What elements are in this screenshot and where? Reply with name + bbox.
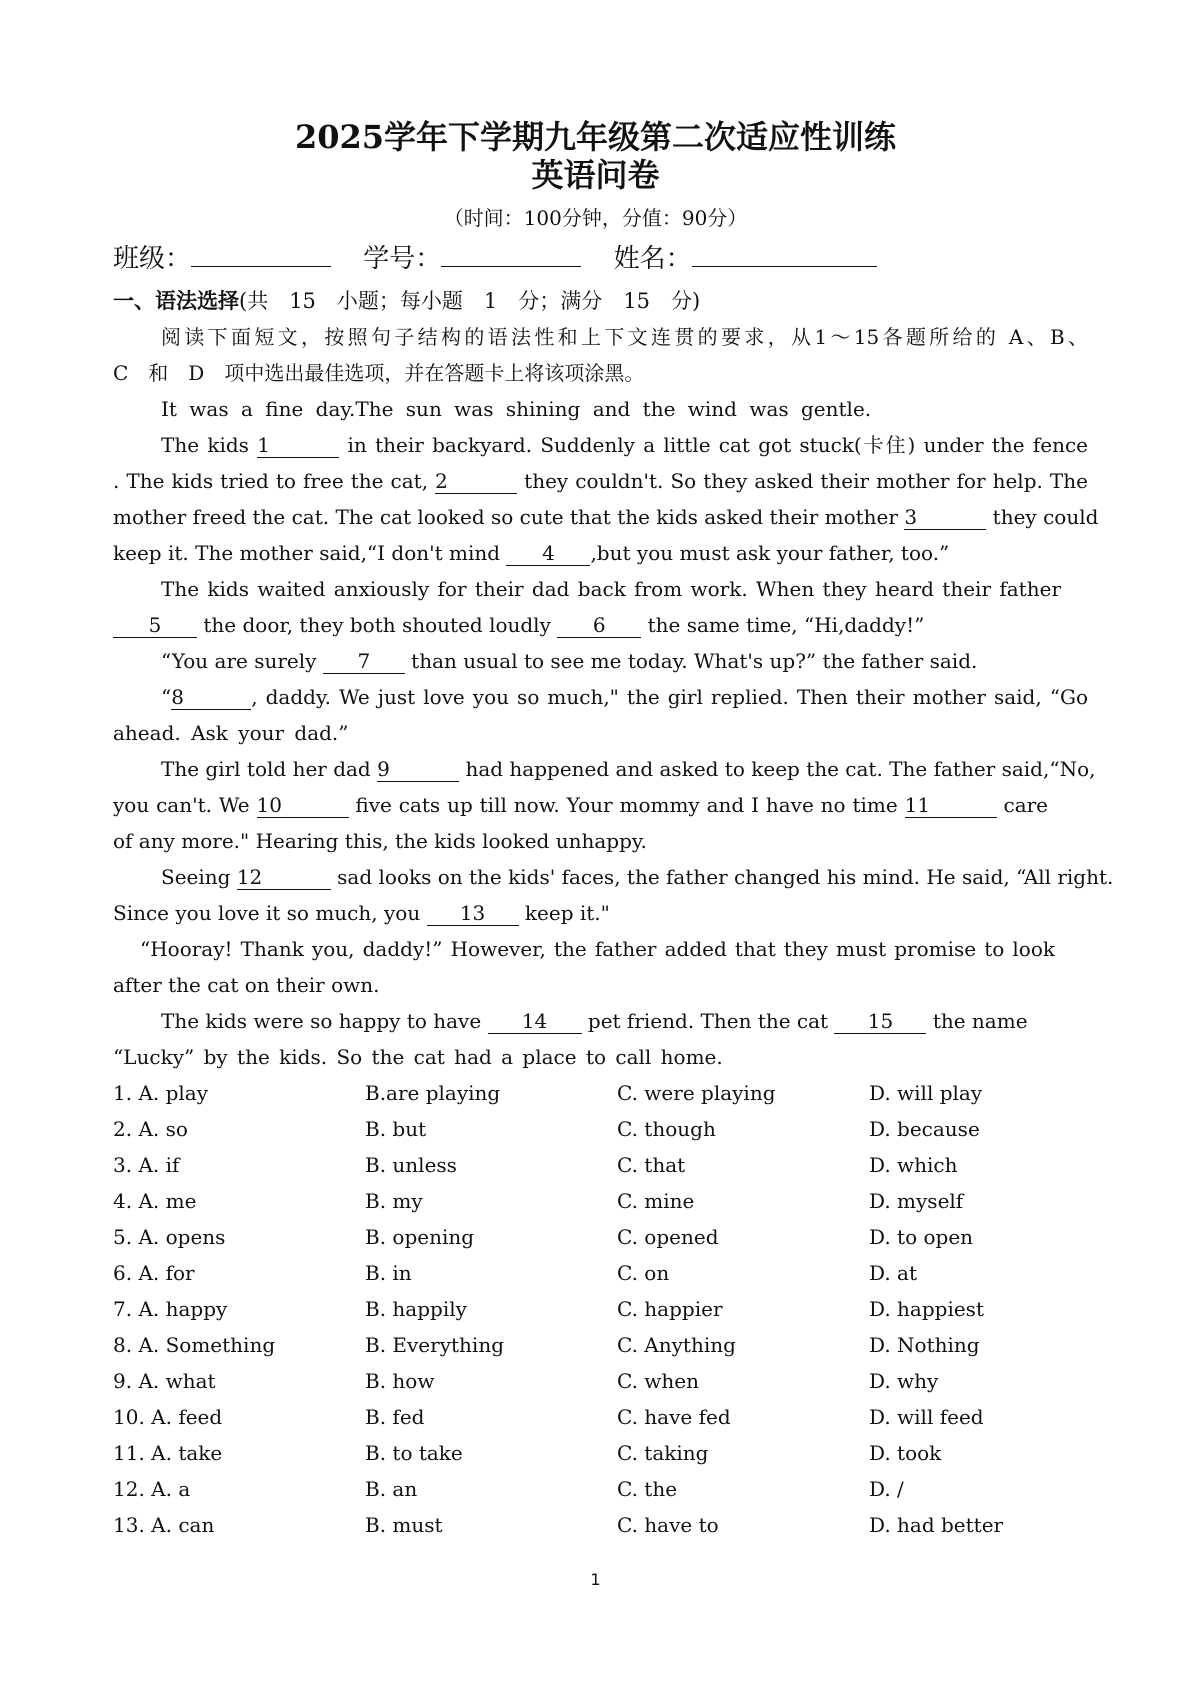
class-label: 班级： — [113, 244, 192, 274]
option-a[interactable]: 7. A. happy — [113, 1297, 228, 1321]
text-run: Seeing — [161, 865, 231, 889]
blank-9: 9 — [377, 757, 459, 782]
blank-2: 2 — [435, 469, 517, 494]
passage-line: of any more." Hearing this, the kids looked unhappy. — [113, 829, 647, 853]
blank-5: 5 — [113, 613, 197, 638]
option-a[interactable]: 2. A. so — [113, 1117, 188, 1141]
blank-15: 15 — [834, 1009, 926, 1034]
option-a[interactable]: 3. A. if — [113, 1153, 180, 1177]
option-a[interactable]: 12. A. a — [113, 1477, 191, 1501]
option-c[interactable]: C. the — [617, 1477, 678, 1501]
text-run: “ — [161, 685, 172, 709]
option-d[interactable]: D. myself — [869, 1189, 964, 1213]
option-b[interactable]: B. my — [365, 1189, 423, 1213]
passage-line: after the cat on their own. — [113, 973, 380, 997]
text-run: they couldn't. So they asked their mother for help. The — [524, 469, 1088, 493]
text-run: in their backyard. Suddenly a little cat got stuck(卡住) under the fence — [347, 433, 1089, 457]
option-b[interactable]: B. an — [365, 1477, 418, 1501]
passage-line — [113, 754, 1096, 784]
text-run: the name — [932, 1009, 1028, 1033]
passage-line — [113, 682, 1088, 712]
passage-line — [113, 790, 1048, 820]
option-c[interactable]: C. have fed — [617, 1405, 731, 1429]
option-c[interactable]: C. happier — [617, 1297, 723, 1321]
option-d[interactable]: D. which — [869, 1153, 958, 1177]
option-c[interactable]: C. mine — [617, 1189, 695, 1213]
option-c[interactable]: C. have to — [617, 1513, 719, 1537]
text-run: had happened and asked to keep the cat. The father said,“No, — [465, 757, 1096, 781]
text-run: keep it. The mother said,“I don't mind — [113, 541, 501, 565]
blank-3: 3 — [904, 505, 986, 530]
blank-10: 10 — [257, 793, 349, 818]
blank-7: 7 — [323, 649, 405, 674]
section-title: 一、语法选择 — [113, 288, 239, 313]
option-a[interactable]: 9. A. what — [113, 1369, 216, 1393]
option-d[interactable]: D. to open — [869, 1225, 974, 1249]
text-run: care — [1003, 793, 1049, 817]
page-number: 1 — [590, 1570, 601, 1589]
option-a[interactable]: 4. A. me — [113, 1189, 197, 1213]
class-blank[interactable] — [191, 242, 331, 267]
option-b[interactable]: B. unless — [365, 1153, 457, 1177]
text-run: than usual to see me today. What's up?” the father said. — [411, 649, 978, 673]
option-d[interactable]: D. / — [869, 1477, 904, 1501]
text-run: pet friend. Then the cat — [587, 1009, 829, 1033]
passage-line: ahead. Ask your dad.” — [113, 721, 349, 745]
option-a[interactable]: 13. A. can — [113, 1513, 215, 1537]
passage-line — [113, 898, 1088, 928]
option-d[interactable]: D. why — [869, 1369, 939, 1393]
section-meta: (共 15 小题；每小题 1 分；满分 15 分) — [239, 289, 701, 313]
exam-subject-title: 英语问卷 — [531, 156, 660, 194]
option-d[interactable]: D. took — [869, 1441, 942, 1465]
option-c[interactable]: C. taking — [617, 1441, 709, 1465]
option-a[interactable]: 1. A. play — [113, 1081, 209, 1105]
blank-6: 6 — [557, 613, 641, 638]
text-run: “You are surely — [161, 649, 317, 673]
name-blank[interactable] — [692, 242, 877, 267]
option-c[interactable]: C. were playing — [617, 1081, 776, 1105]
text-run: the door, they both shouted loudly — [203, 613, 551, 637]
name-field — [614, 238, 877, 275]
text-run: . The kids tried to free the cat, — [113, 469, 429, 493]
option-c[interactable]: C. that — [617, 1153, 686, 1177]
blank-8: 8 — [171, 685, 251, 710]
option-b[interactable]: B. happily — [365, 1297, 467, 1321]
option-c[interactable]: C. opened — [617, 1225, 719, 1249]
text-run: five cats up till now. Your mommy and I have no time — [355, 793, 898, 817]
blank-12: 12 — [237, 865, 331, 890]
number-blank[interactable] — [441, 242, 581, 267]
passage-line: “Lucky” by the kids. So the cat had a place to call home. — [113, 1045, 723, 1069]
text-run: ,but you must ask your father, too.” — [590, 541, 950, 565]
option-c[interactable]: C. though — [617, 1117, 716, 1141]
text-run: The kids were so happy to have — [161, 1009, 482, 1033]
option-d[interactable]: D. will feed — [869, 1405, 984, 1429]
text-run: keep it." — [524, 901, 610, 925]
option-b[interactable]: B. Everything — [365, 1333, 505, 1357]
option-b[interactable]: B. fed — [365, 1405, 425, 1429]
passage-line: “Hooray! Thank you, daddy!” However, the father added that they must promise to look — [140, 937, 1055, 961]
passage-line: The kids waited anxiously for their dad back from work. When they heard their father — [161, 577, 1061, 601]
blank-4: 4 — [506, 541, 590, 566]
text-run: sad looks on the kids' faces, the father changed his mind. He said, “All right. — [337, 865, 1114, 889]
blank-13: 13 — [427, 901, 519, 926]
option-a[interactable]: 10. A. feed — [113, 1405, 223, 1429]
option-a[interactable]: 6. A. for — [113, 1261, 195, 1285]
option-d[interactable]: D. Nothing — [869, 1333, 980, 1357]
option-d[interactable]: D. had better — [869, 1513, 1004, 1537]
option-a[interactable]: 5. A. opens — [113, 1225, 226, 1249]
text-run: they could — [992, 505, 1099, 529]
section-heading — [113, 285, 700, 315]
option-a[interactable]: 8. A. Something — [113, 1333, 276, 1357]
option-a[interactable]: 11. A. take — [113, 1441, 223, 1465]
option-c[interactable]: C. on — [617, 1261, 670, 1285]
text-run: you can't. We — [113, 793, 250, 817]
option-d[interactable]: D. will play — [869, 1081, 983, 1105]
option-b[interactable]: B. in — [365, 1261, 412, 1285]
passage-line — [113, 538, 973, 568]
blank-14: 14 — [488, 1009, 582, 1034]
option-b[interactable]: B. opening — [365, 1225, 475, 1249]
number-label: 学号： — [363, 244, 442, 274]
option-d[interactable]: D. because — [869, 1117, 980, 1141]
blank-11: 11 — [905, 793, 997, 818]
option-c[interactable]: C. Anything — [617, 1333, 736, 1357]
passage-line — [113, 466, 1088, 496]
option-d[interactable]: D. at — [869, 1261, 917, 1285]
exam-title: 2025学年下学期九年级第二次适应性训练 — [294, 118, 897, 156]
text-run: mother freed the cat. The cat looked so cute that the kids asked their mother — [113, 505, 898, 529]
option-c[interactable]: C. when — [617, 1369, 700, 1393]
option-d[interactable]: D. happiest — [869, 1297, 984, 1321]
class-field — [113, 238, 331, 275]
text-run: Since you love it so much, you — [113, 901, 421, 925]
exam-time-score: （时间：100分钟，分值：90分） — [443, 206, 748, 230]
passage-line — [113, 646, 1088, 676]
text-run: the same time, “Hi,daddy!” — [647, 613, 925, 637]
student-info-fields — [113, 238, 901, 275]
text-run: The kids — [161, 433, 249, 457]
passage-line: It was a fine day.The sun was shining and the wind was gentle. — [161, 397, 872, 421]
blank-1: 1 — [257, 433, 339, 458]
option-b[interactable]: B.are playing — [365, 1081, 501, 1105]
instruction-line-1: 阅读下面短文，按照句子结构的语法性和上下文连贯的要求，从1～15各题所给的 A、B、 — [161, 325, 1088, 349]
option-b[interactable]: B. to take — [365, 1441, 463, 1465]
passage-line — [113, 610, 1088, 640]
passage-line — [113, 430, 1088, 460]
option-b[interactable]: B. but — [365, 1117, 427, 1141]
number-field — [363, 238, 581, 275]
passage-line — [113, 1006, 1088, 1036]
text-run: The girl told her dad — [161, 757, 371, 781]
passage-line — [113, 502, 1099, 532]
option-b[interactable]: B. must — [365, 1513, 443, 1537]
passage-line — [113, 862, 1114, 892]
option-b[interactable]: B. how — [365, 1369, 435, 1393]
text-run: , daddy. We just love you so much," the girl replied. Then their mother said, “Go — [251, 685, 1088, 709]
name-label: 姓名： — [613, 244, 692, 274]
instruction-line-2: C 和 D 项中选出最佳选项，并在答题卡上将该项涂黑。 — [113, 361, 645, 385]
